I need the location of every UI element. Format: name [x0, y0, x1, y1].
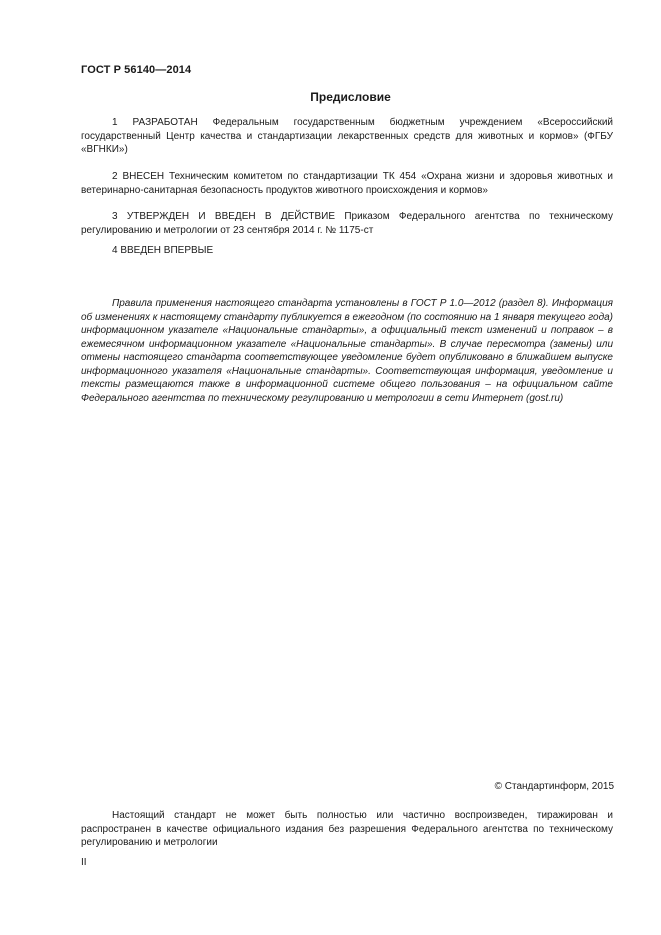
copyright: © Стандартинформ, 2015: [494, 781, 614, 792]
paragraph-introduced: 2 ВНЕСЕН Техническим комитетом по стандартизации ТК 454 «Охрана жизни и здоровья животных и ветеринарно-санитарная безопасность продуктов животного происхождения и кормов»: [81, 171, 613, 196]
reproduction-notice: Настоящий стандарт не может быть полностью или частично воспроизведен, тиражирован и распространен в качестве официального издания без разрешения Федерального агентства по техническому регулированию и метрологии: [81, 810, 613, 848]
paragraph-first-introduced: 4 ВВЕДЕН ВПЕРВЫЕ: [112, 245, 214, 256]
paragraph-developed: 1 РАЗРАБОТАН Федеральным государственным бюджетным учреждением «Всероссийский государственный Центр качества и стандартизации лекарственных средств для животных и кормов» (ФГБУ «ВГНКИ»): [81, 117, 613, 155]
application-rules-notice: Правила применения настоящего стандарта установлены в ГОСТ Р 1.0—2012 (раздел 8). Информация об изменениях к настоящему стандарту публикуется в ежегодном (по состоянию на 1 января текущего года) информационном указателе «Национальные стандарты», а официальный текст изменений и поправок – в ежемесячном информационном указателе «Национальные стандарты». В случае пересмотра (замены) или отмены настоящего стандарта соответствующее уведомление будет опубликовано в ближайшем выпуске информационного указателя «Национальные стандарты». Соответствующая информация, уведомление и тексты размещаются также в информационной системе общего пользования – на официальном сайте Федерального агентства по техническому регулированию и метрологии в сети Интернет (gost.ru): [81, 298, 613, 404]
paragraph-approved: 3 УТВЕРЖДЕН И ВВЕДЕН В ДЕЙСТВИЕ Приказом Федерального агентства по техническому регулированию и метрологии от 23 сентября 2014 г. № 1175-ст: [81, 211, 613, 236]
document-number: ГОСТ Р 56140—2014: [81, 64, 192, 76]
page-number: II: [81, 857, 87, 868]
page-title: Предисловие: [310, 90, 391, 104]
